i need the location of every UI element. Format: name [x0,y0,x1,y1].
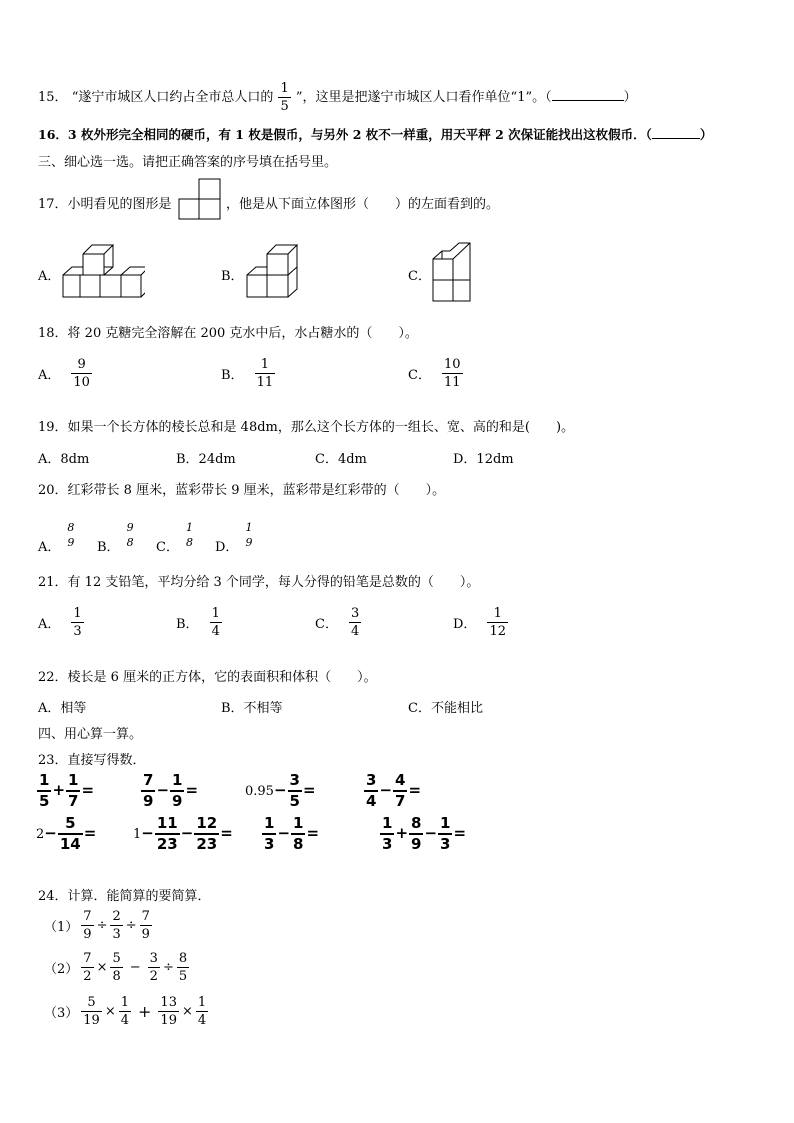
answer-blank-16[interactable] [652,138,700,139]
question-18-text: 18．将 20 克糖完全溶解在 200 克水中后，水占糖水的（ ）。 [38,326,418,341]
option-22-a[interactable]: A．相等 [38,701,87,716]
option-19-c[interactable]: C．4dm [315,452,367,467]
question-19-text: 19．如果一个长方体的棱长总和是 48dm，那么这个长方体的一组长、宽、高的和是( )。 [38,420,575,435]
question-15-prefix: “遂宁市城区人口约占全市总人口的 [71,90,274,105]
option-18-a[interactable]: A． $\frac{9}{10}$ [38,357,90,390]
question-15-suffix: ”，这里是把遂宁市城区人口看作单位“1”。（ [295,90,552,105]
question-15-number: 15． [38,90,68,105]
option-18-c[interactable]: C． $\frac{10}{11}$ [408,357,461,390]
mental-math-1: $\frac{1}{5}$ + $\frac{1}{7}$ = [39,771,95,810]
question-21-text: 21．有 12 支铅笔，平均分给 3 个同学，每人分得的铅笔是总数的（ ）。 [38,575,480,590]
option-22-c[interactable]: C．不能相比 [408,701,483,716]
mental-math-8: $\frac{1}{3}$ + $\frac{8}{9}$ − $\frac{1}{3}$ = [382,814,467,853]
calc-2: （2） $\frac{7}{2}$ × $\frac{5}{8}$ − $\frac{3}{2}$ ÷ $\frac{8}{5}$ [44,951,188,984]
mental-math-4: $\frac{3}{4}$ − $\frac{4}{7}$ = [366,771,422,810]
cube-stack-c-icon[interactable] [430,240,475,304]
question-20-text: 20．红彩带长 8 厘米，蓝彩带长 9 厘米，蓝彩带是红彩带的（ ）。 [38,483,446,498]
option-19-a[interactable]: A．8dm [38,452,90,467]
option-20-d[interactable]: D． 1 9 [215,520,253,555]
option-19-d[interactable]: D．12dm [453,452,514,467]
fraction-one-fifth: $\frac{1}{5}$ [280,81,289,114]
mental-math-5: 2− $\frac{5}{14}$ = [36,814,97,853]
option-19-b[interactable]: B．24dm [176,452,236,467]
option-21-d[interactable]: D． $\frac{1}{12}$ [453,606,506,639]
option-22-b[interactable]: B．不相等 [221,701,283,716]
question-24-text: 24．计算．能简算的要简算． [38,889,211,904]
option-17-a-label[interactable]: A． [38,269,61,284]
calc-3: （3） $\frac{5}{19}$ × $\frac{1}{4}$ + $\frac{13}{19}$ × $\frac{1}{4}$ [44,995,207,1028]
answer-blank-15[interactable] [552,100,624,101]
question-23-text: 23．直接写得数． [38,753,146,768]
section-3-heading: 三、细心选一选。请把正确答案的序号填在括号里。 [38,155,338,170]
question-16-text: 16．3 枚外形完全相同的硬币，有 1 枚是假币，与另外 2 枚不一样重，用天平秤 2 次保证能找出这枚假币．（ [38,127,652,142]
option-20-c[interactable]: C． 1 8 [156,520,193,555]
option-21-a[interactable]: A． $\frac{1}{3}$ [38,606,82,639]
option-18-b[interactable]: B． $\frac{1}{11}$ [221,357,274,390]
question-22-text: 22．棱长是 6 厘米的正方体，它的表面积和体积（ ）。 [38,670,377,685]
mental-math-3: 0.95− $\frac{3}{5}$ = [245,771,316,810]
question-17-suffix: ，他是从下面立体图形（ ）的左面看到的。 [226,197,500,212]
option-17-b-label[interactable]: B． [221,269,244,284]
cube-stack-a-icon[interactable] [60,242,145,300]
option-17-c-label[interactable]: C． [408,269,431,284]
section-4-heading: 四、用心算一算。 [38,727,143,742]
calc-1: （1） $\frac{7}{9}$ ÷ $\frac{2}{3}$ ÷ $\frac{7}{9}$ [44,909,150,942]
question-16: 16．3 枚外形完全相同的硬币，有 1 枚是假币，与另外 2 枚不一样重，用天平秤 2 次保证能找出这枚假币．（ ） [38,127,713,142]
question-17-prefix: 17．小明看见的图形是 [38,197,172,212]
option-20-b[interactable]: B． 9 8 [97,520,134,555]
question-17 [38,193,172,212]
mental-math-2: $\frac{7}{9}$ − $\frac{1}{9}$ = [143,771,199,810]
mental-math-7: $\frac{1}{3}$ − $\frac{1}{8}$ = [264,814,320,853]
view-figure-icon [178,178,223,221]
option-21-c[interactable]: C． $\frac{3}{4}$ [315,606,360,639]
mental-math-6: 1− $\frac{11}{23}$ − $\frac{12}{23}$ = [133,814,233,853]
question-15: 15． “遂宁市城区人口约占全市总人口的 $\frac{1}{5}$ ”，这里是把遂宁市城区人口看作单位“1”。（ ） [38,81,637,114]
option-20-a[interactable]: A． 8 9 [38,520,75,555]
option-21-b[interactable]: B． $\frac{1}{4}$ [176,606,220,639]
cube-stack-b-icon[interactable] [244,242,299,300]
